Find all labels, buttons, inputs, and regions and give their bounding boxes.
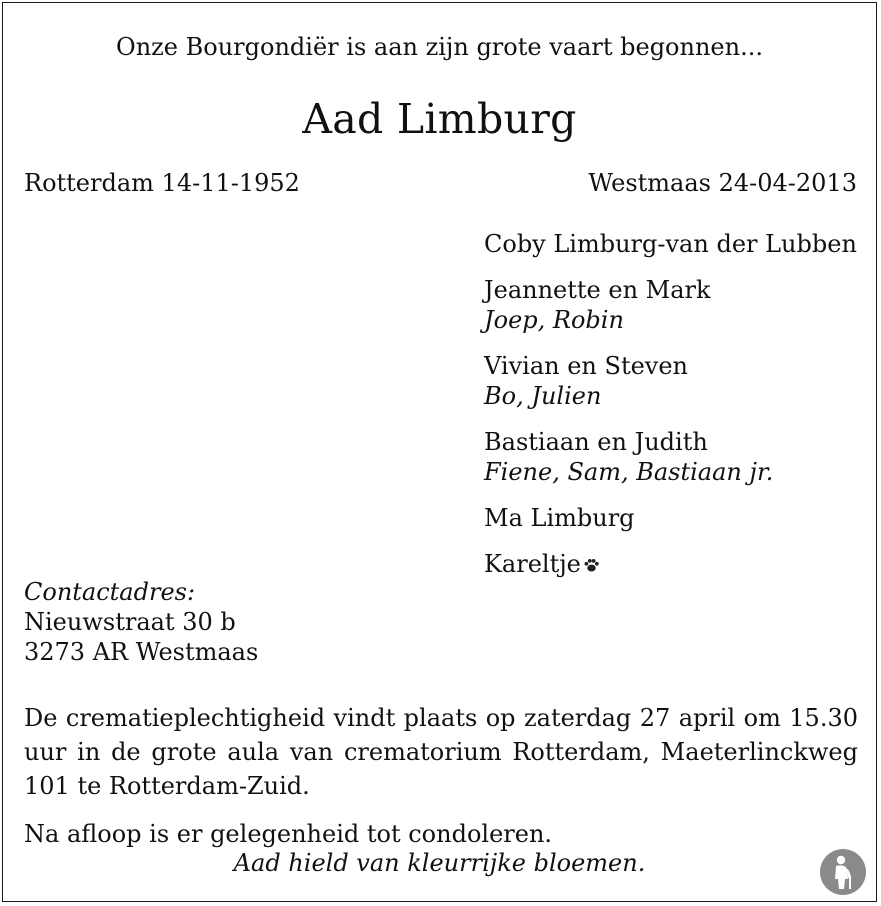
mourner-names: Jeannette en Mark <box>484 276 711 304</box>
deceased-name: Aad Limburg <box>302 95 577 143</box>
mourners-list <box>484 229 857 597</box>
paw-print-icon <box>583 551 600 581</box>
mourner-entry <box>484 275 857 335</box>
mourner-children: Bo, Julien <box>484 382 602 410</box>
intro-line: Onze Bourgondiër is aan zijn grote vaart begonnen... <box>116 33 763 61</box>
mourner-entry <box>484 351 857 411</box>
contact-label: Contactadres: <box>24 578 196 606</box>
contact-address <box>24 577 258 667</box>
birth-place-date: Rotterdam 14-11-1952 <box>24 169 300 197</box>
pet-name: Kareltje <box>484 550 581 578</box>
condolence-paragraph: Na afloop is er gelegenheid tot condoleren. <box>24 820 553 848</box>
closing-line: Aad hield van kleurrijke bloemen. <box>233 849 646 877</box>
mourner-names: Bastiaan en Judith <box>484 428 708 456</box>
ceremony-paragraph: De crematieplechtigheid vindt plaats op zaterdag 27 april om 15.30 uur in de grote aula van crematorium Rotterdam, Maeterlinckweg 101 te Rotterdam-Zuid. <box>24 704 858 800</box>
mourner-names: Coby Limburg-van der Lubben <box>484 230 857 258</box>
mourner-entry <box>484 427 857 487</box>
mourner-names: Ma Limburg <box>484 504 635 532</box>
obituary-card <box>2 2 877 902</box>
ceremony-details <box>24 701 858 851</box>
contact-postal-city: 3273 AR Westmaas <box>24 638 259 666</box>
contact-street: Nieuwstraat 30 b <box>24 608 236 636</box>
mourner-children: Joep, Robin <box>484 306 624 334</box>
mourner-names: Vivian en Steven <box>484 352 689 380</box>
mourner-entry-pet <box>484 549 857 581</box>
mourner-children: Fiene, Sam, Bastiaan jr. <box>484 458 774 486</box>
mourner-entry <box>484 229 857 259</box>
death-place-date: Westmaas 24-04-2013 <box>588 169 857 197</box>
mourner-entry <box>484 503 857 533</box>
memorial-figure-logo <box>820 849 866 895</box>
